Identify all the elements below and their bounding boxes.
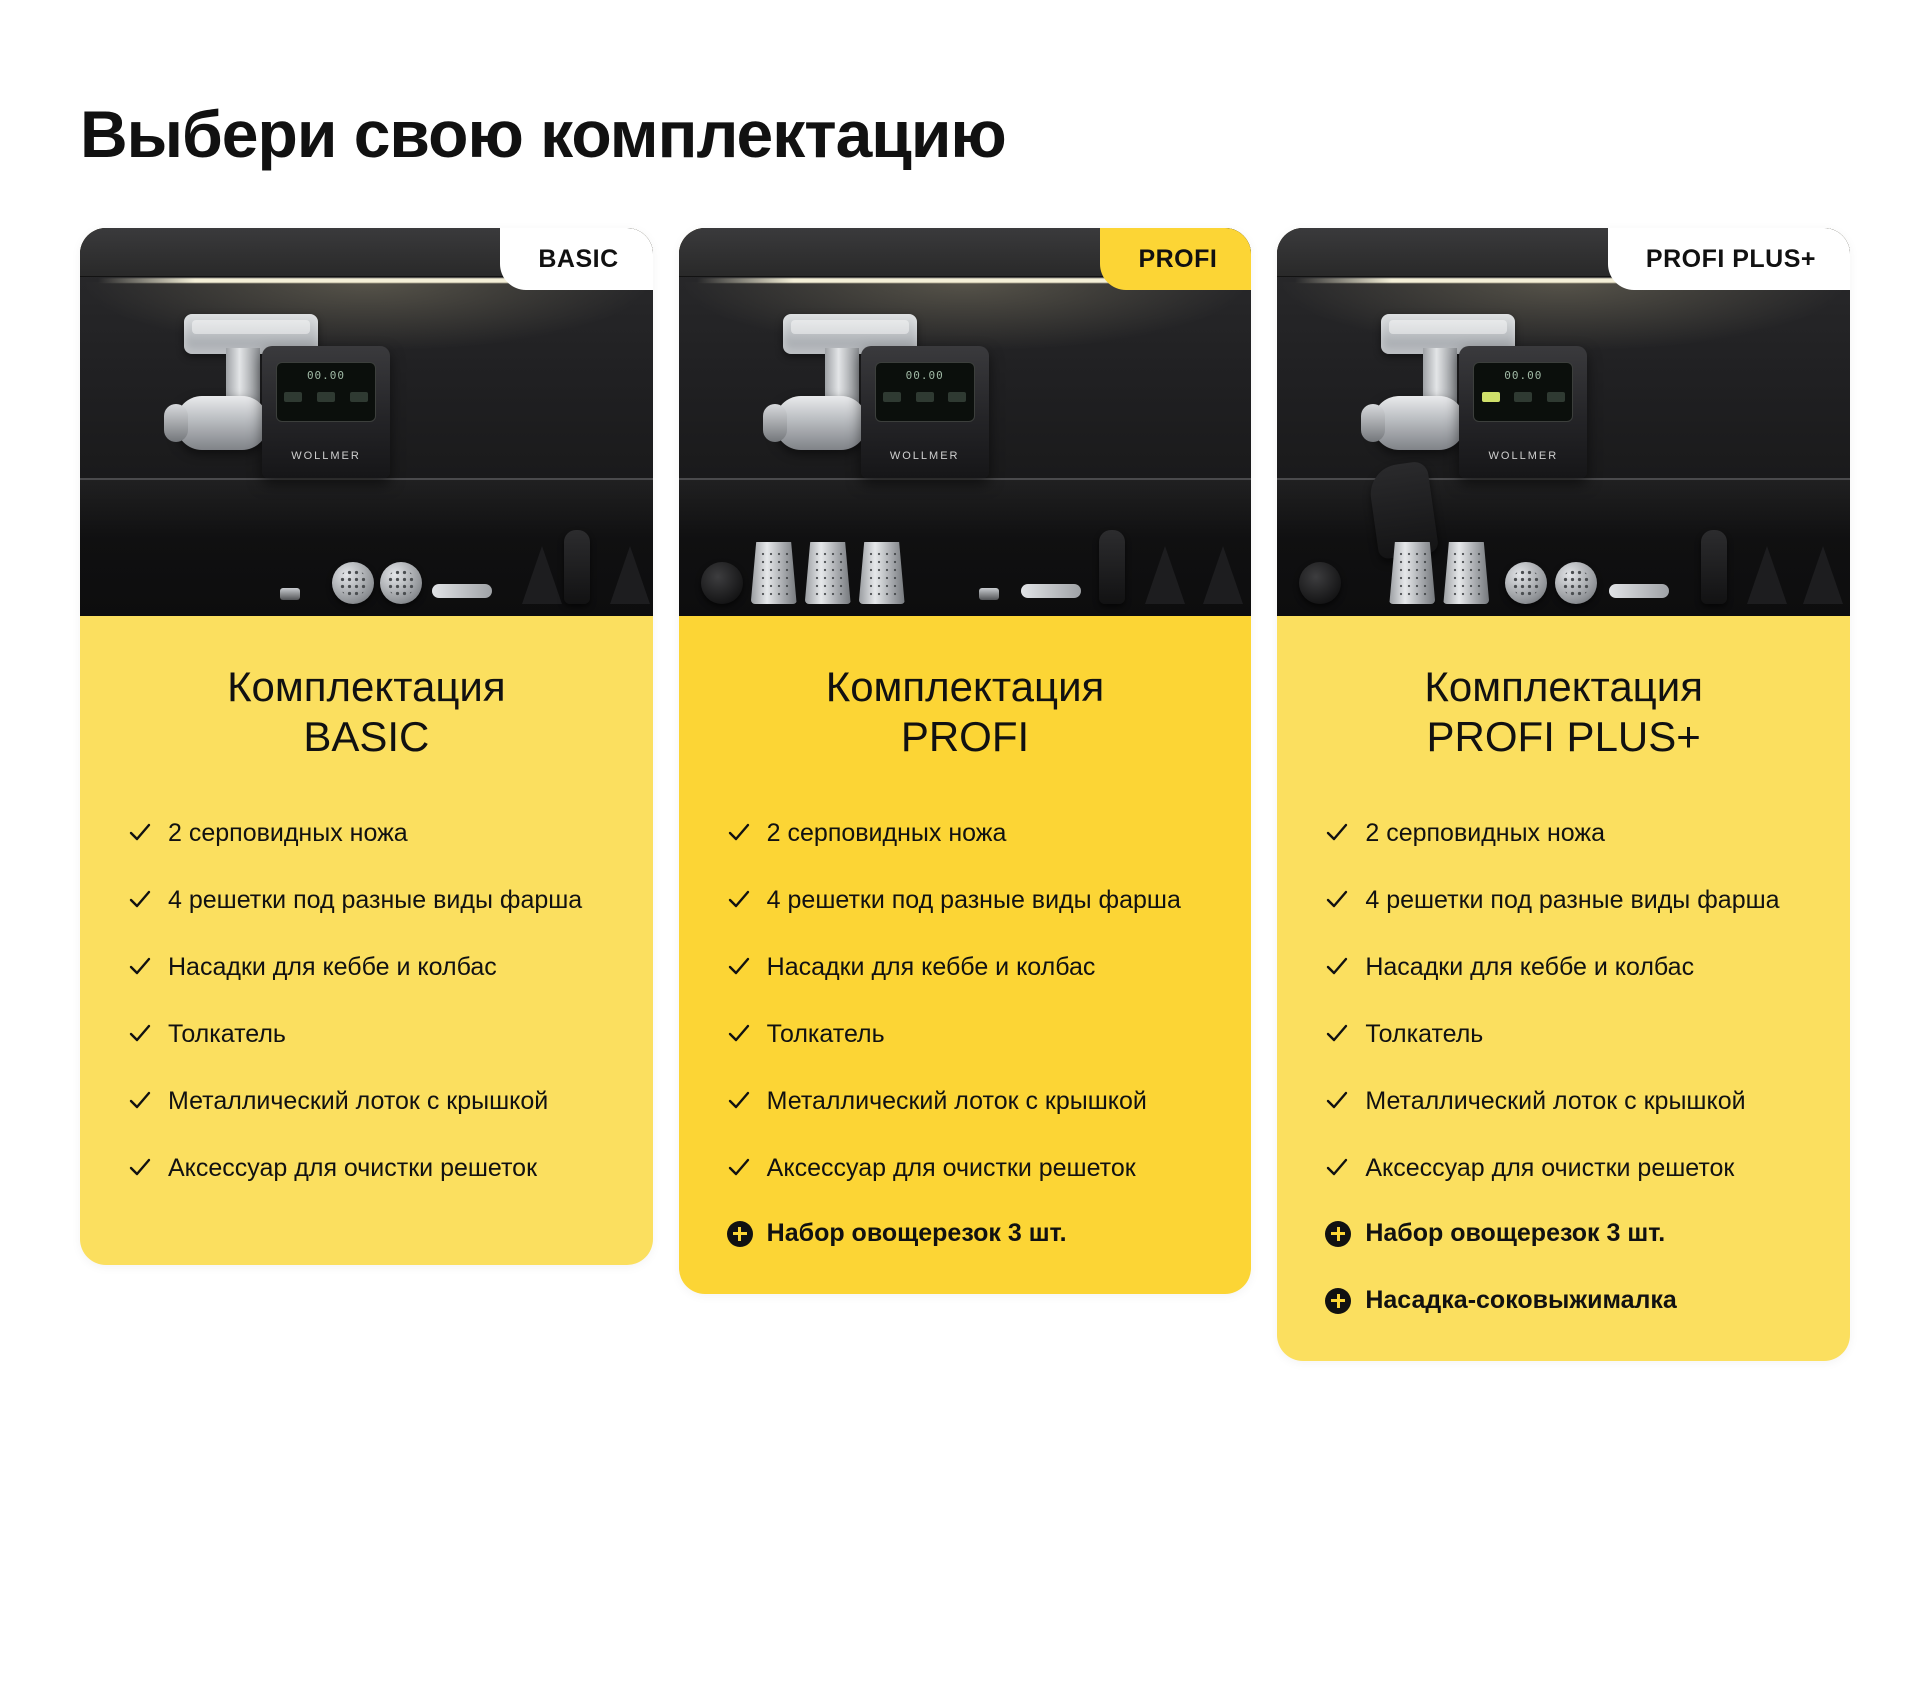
- grinder-head: [176, 396, 268, 450]
- extra-text: Насадка-соковыжималка: [1365, 1286, 1677, 1315]
- card-title-line1: Комплектация: [227, 663, 506, 710]
- feature-text: Насадки для кеббе и колбас: [766, 953, 1096, 982]
- kebbe-attachment: [522, 546, 562, 604]
- list-item: [727, 1152, 1204, 1185]
- list-item: [1325, 1018, 1802, 1051]
- kebbe-attachment: [1747, 546, 1787, 604]
- package-card-basic[interactable]: [80, 228, 653, 1265]
- feature-text: 2 серповидных ножа: [168, 819, 408, 848]
- meat-grinder-body: [262, 346, 390, 478]
- crescent-blade: [280, 588, 300, 600]
- list-item: [1325, 884, 1802, 917]
- extras-profi: [727, 1219, 1204, 1248]
- check-icon: [727, 1018, 751, 1048]
- check-icon: [1325, 1152, 1349, 1182]
- display-digits: 00.00: [306, 369, 346, 382]
- pusher: [1701, 530, 1727, 604]
- card-title-profi: [727, 662, 1204, 761]
- feature-list-profi-plus: [1325, 817, 1802, 1185]
- display-buttons: [277, 392, 375, 402]
- cleaning-accessory: [432, 584, 492, 598]
- brand-logo: WOLLMER: [291, 450, 361, 462]
- feature-text: 4 решетки под разные виды фарша: [1365, 886, 1780, 915]
- vegetable-cutter-cone: [859, 542, 905, 604]
- check-icon: [1325, 884, 1349, 914]
- badge-profi-plus: PROFI PLUS+: [1608, 228, 1850, 290]
- vegetable-cutter-cone: [751, 542, 797, 604]
- check-icon: [727, 1152, 751, 1182]
- package-card-profi[interactable]: [679, 228, 1252, 1294]
- check-icon: [128, 1085, 152, 1115]
- list-item: [727, 817, 1204, 850]
- pusher: [1099, 530, 1125, 604]
- card-title-line2: PROFI PLUS+: [1426, 712, 1701, 760]
- list-item: [128, 884, 605, 917]
- control-display: [875, 362, 975, 422]
- display-buttons: [876, 392, 974, 402]
- check-icon: [1325, 951, 1349, 981]
- card-title-line1: Комплектация: [1424, 663, 1703, 710]
- vegetable-cutter-cone: [805, 542, 851, 604]
- meat-grinder-body: [861, 346, 989, 478]
- feature-text: Насадки для кеббе и колбас: [168, 953, 497, 982]
- light-glow: [679, 282, 1252, 352]
- check-icon: [1325, 1085, 1349, 1115]
- list-item: [128, 817, 605, 850]
- extra-item: [1325, 1286, 1802, 1315]
- check-icon: [128, 951, 152, 981]
- extras-profi-plus: [1325, 1219, 1802, 1315]
- feature-text: Металлический лоток с крышкой: [766, 1087, 1147, 1116]
- list-item: [1325, 1085, 1802, 1118]
- check-icon: [128, 817, 152, 847]
- feature-text: 4 решетки под разные виды фарша: [766, 886, 1181, 915]
- card-body-profi: [679, 616, 1252, 1294]
- list-item: [727, 1018, 1204, 1051]
- sausage-attachment: [1803, 546, 1843, 604]
- card-title-basic: [128, 662, 605, 761]
- display-buttons: [1474, 392, 1572, 402]
- plus-icon: [727, 1221, 753, 1247]
- list-item: [1325, 817, 1802, 850]
- meat-grinder-body: [1459, 346, 1587, 478]
- page-title: Выбери свою комплектацию: [80, 97, 1006, 172]
- product-photo-profi: [679, 228, 1252, 616]
- plus-icon: [1325, 1288, 1351, 1314]
- vegetable-cutter-cone: [1443, 542, 1489, 604]
- kebbe-attachment: [1145, 546, 1185, 604]
- list-item: [727, 1085, 1204, 1118]
- list-item: [1325, 1152, 1802, 1185]
- product-photo-basic: [80, 228, 653, 616]
- vegetable-cutter-cone: [1389, 542, 1435, 604]
- badge-profi: PROFI: [1100, 228, 1251, 290]
- grinder-outlet: [164, 404, 188, 442]
- feature-list-profi: [727, 817, 1204, 1185]
- list-item: [727, 884, 1204, 917]
- extra-item: [727, 1219, 1204, 1248]
- check-icon: [727, 1085, 751, 1115]
- check-icon: [727, 951, 751, 981]
- list-item: [1325, 951, 1802, 984]
- grinder-outlet: [763, 404, 787, 442]
- card-body-profi-plus: [1277, 616, 1850, 1361]
- feature-text: Аксессуар для очистки решеток: [766, 1154, 1136, 1183]
- package-card-profi-plus[interactable]: [1277, 228, 1850, 1361]
- feature-text: Аксессуар для очистки решеток: [168, 1154, 538, 1183]
- feature-list-basic: [128, 817, 605, 1185]
- product-photo-profi-plus: [1277, 228, 1850, 616]
- list-item: [727, 951, 1204, 984]
- check-icon: [128, 1018, 152, 1048]
- feature-text: Металлический лоток с крышкой: [1365, 1087, 1746, 1116]
- grinder-plate-disc: [380, 562, 422, 604]
- plus-icon: [1325, 1221, 1351, 1247]
- feature-text: Толкатель: [766, 1020, 885, 1049]
- feature-text: Металлический лоток с крышкой: [168, 1087, 549, 1116]
- extra-text: Набор овощерезок 3 шт.: [1365, 1219, 1666, 1248]
- grinder-head: [775, 396, 867, 450]
- feature-text: 2 серповидных ножа: [766, 819, 1007, 848]
- control-display: [276, 362, 376, 422]
- feature-text: Аксессуар для очистки решеток: [1365, 1154, 1735, 1183]
- card-title-profi-plus: [1325, 662, 1802, 761]
- extra-item: [1325, 1219, 1802, 1248]
- grinder-head: [1373, 396, 1465, 450]
- grinder-plate-disc: [332, 562, 374, 604]
- grinder-outlet: [1361, 404, 1385, 442]
- brand-logo: WOLLMER: [1488, 450, 1559, 462]
- feature-text: Толкатель: [1365, 1020, 1484, 1049]
- light-glow: [1277, 282, 1850, 352]
- check-icon: [1325, 1018, 1349, 1048]
- feature-text: Толкатель: [168, 1020, 286, 1049]
- card-title-line2: BASIC: [303, 712, 430, 760]
- card-title-line2: PROFI: [900, 712, 1030, 760]
- feature-text: 4 решетки под разные виды фарша: [168, 886, 583, 915]
- feature-text: 2 серповидных ножа: [1365, 819, 1606, 848]
- check-icon: [1325, 817, 1349, 847]
- display-digits: 00.00: [1504, 369, 1543, 382]
- extra-text: Набор овощерезок 3 шт.: [766, 1219, 1067, 1248]
- badge-basic: BASIC: [500, 228, 652, 290]
- list-item: [128, 1085, 605, 1118]
- list-item: [128, 1152, 605, 1185]
- check-icon: [727, 884, 751, 914]
- control-display: [1473, 362, 1573, 422]
- display-digits: 00.00: [905, 369, 944, 382]
- card-body-basic: [80, 616, 653, 1265]
- sausage-attachment: [1203, 546, 1243, 604]
- sausage-attachment: [610, 546, 650, 604]
- check-icon: [128, 884, 152, 914]
- light-glow: [80, 282, 653, 352]
- pusher: [564, 530, 590, 604]
- feature-text: Насадки для кеббе и колбас: [1365, 953, 1695, 982]
- package-cards: [80, 228, 1850, 1361]
- cleaning-accessory: [1609, 584, 1669, 598]
- brand-logo: WOLLMER: [889, 450, 960, 462]
- card-title-line1: Комплектация: [825, 663, 1105, 710]
- check-icon: [727, 817, 751, 847]
- vegetable-cutter-drum: [701, 562, 743, 604]
- list-item: [128, 951, 605, 984]
- cleaning-accessory: [1021, 584, 1081, 598]
- check-icon: [128, 1152, 152, 1182]
- list-item: [128, 1018, 605, 1051]
- crescent-blade: [979, 588, 999, 600]
